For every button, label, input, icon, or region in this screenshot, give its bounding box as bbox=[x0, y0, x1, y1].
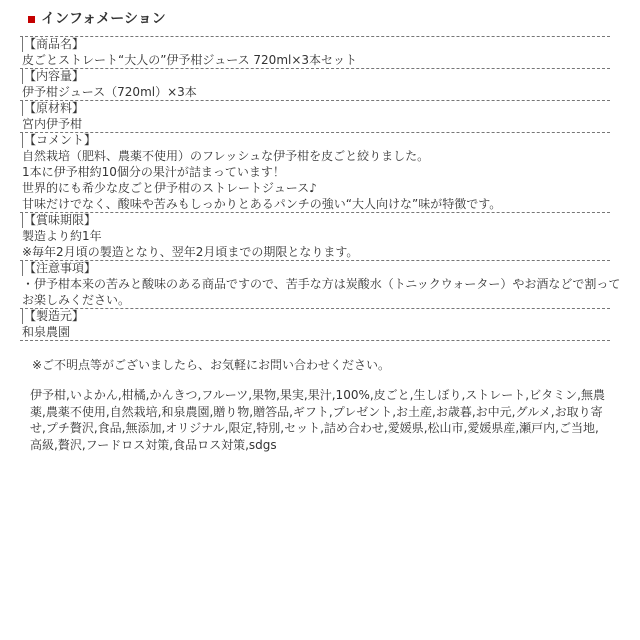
section-text-line: 甘味だけでなく、酸味や苦みもしっかりとあるパンチの強い“大人向けな”味が特徴です。 bbox=[22, 197, 502, 211]
section-text-line: ※毎年2月頃の製造となり、翌年2月頃までの期限となります。 bbox=[22, 245, 359, 259]
section-label-row bbox=[20, 308, 610, 324]
dashed-divider bbox=[20, 132, 610, 133]
section-label-row bbox=[20, 36, 610, 52]
section-text-line: 宮内伊予柑 bbox=[22, 117, 83, 131]
section-label-row bbox=[20, 212, 610, 228]
section-text-line: ・伊予柑本来の苦みと酸味のある商品ですので、苦手な方は炭酸水（トニックウォーター）やお酒などで割って bbox=[22, 277, 621, 291]
dashed-divider bbox=[20, 68, 610, 69]
section-text-line: 和泉農園 bbox=[22, 325, 71, 339]
section-text-line: 1本に伊予柑約10個分の果汁が詰まっています！ bbox=[22, 165, 285, 179]
dashed-divider bbox=[20, 340, 610, 341]
dashed-divider bbox=[20, 36, 610, 37]
section-label-row bbox=[20, 132, 610, 148]
dashed-divider bbox=[20, 260, 610, 261]
keyword-list: 伊予柑,いよかん,柑橘,かんきつ,フルーツ,果物,果実,果汁,100%,皮ごと,生しぼり,ストレート,ビタミン,無農薬,農薬不使用,自然栽培,和泉農園,贈り物,贈答品,ギフト,プレゼント,お土産,お歳暮,お中元,グルメ,お取り寄せ,プチ贅沢,食品,無添加,オリジナル,限定,特別,セット,詰め合わせ,愛媛県,松山市,愛媛県産,瀬戸内,ご当地,高級,贅沢,フードロス対策,食品ロス対策,sdgs bbox=[30, 388, 605, 452]
section-label: 【商品名】 bbox=[24, 37, 85, 51]
section-text-line: 製造より約1年 bbox=[22, 229, 102, 243]
section-label: 【注意事項】 bbox=[24, 261, 97, 275]
info-header bbox=[28, 10, 166, 28]
info-title: インフォメーション bbox=[41, 11, 166, 27]
section-text-line: 伊予柑ジュース（720ml）×3本 bbox=[22, 85, 197, 99]
section-label-row bbox=[20, 260, 610, 276]
section-text-line: 皮ごとストレート“大人の”伊予柑ジュース 720ml×3本セット bbox=[22, 53, 358, 67]
section-text-line: 自然栽培（肥料、農薬不使用）のフレッシュな伊予柑を皮ごと絞りました。 bbox=[22, 149, 430, 163]
table-end bbox=[20, 340, 610, 356]
dashed-divider bbox=[20, 308, 610, 309]
section-text-line: 世界的にも希少な皮ごと伊予柑のストレートジュース♪ bbox=[22, 181, 317, 195]
red-square-icon bbox=[28, 16, 35, 23]
section-label: 【賞味期限】 bbox=[24, 213, 97, 227]
section-label-row bbox=[20, 68, 610, 84]
section-label: 【内容量】 bbox=[24, 69, 85, 83]
section-label: 【原材料】 bbox=[24, 101, 85, 115]
contact-note: ※ご不明点等がございましたら、お気軽にお問い合わせください。 bbox=[32, 358, 391, 372]
section-label: 【コメント】 bbox=[24, 133, 97, 147]
section-label-row bbox=[20, 100, 610, 116]
dashed-divider bbox=[20, 100, 610, 101]
section-label: 【製造元】 bbox=[24, 309, 85, 323]
info-table bbox=[20, 36, 621, 356]
section-text-line: お楽しみください。 bbox=[22, 293, 131, 307]
dashed-divider bbox=[20, 212, 610, 213]
